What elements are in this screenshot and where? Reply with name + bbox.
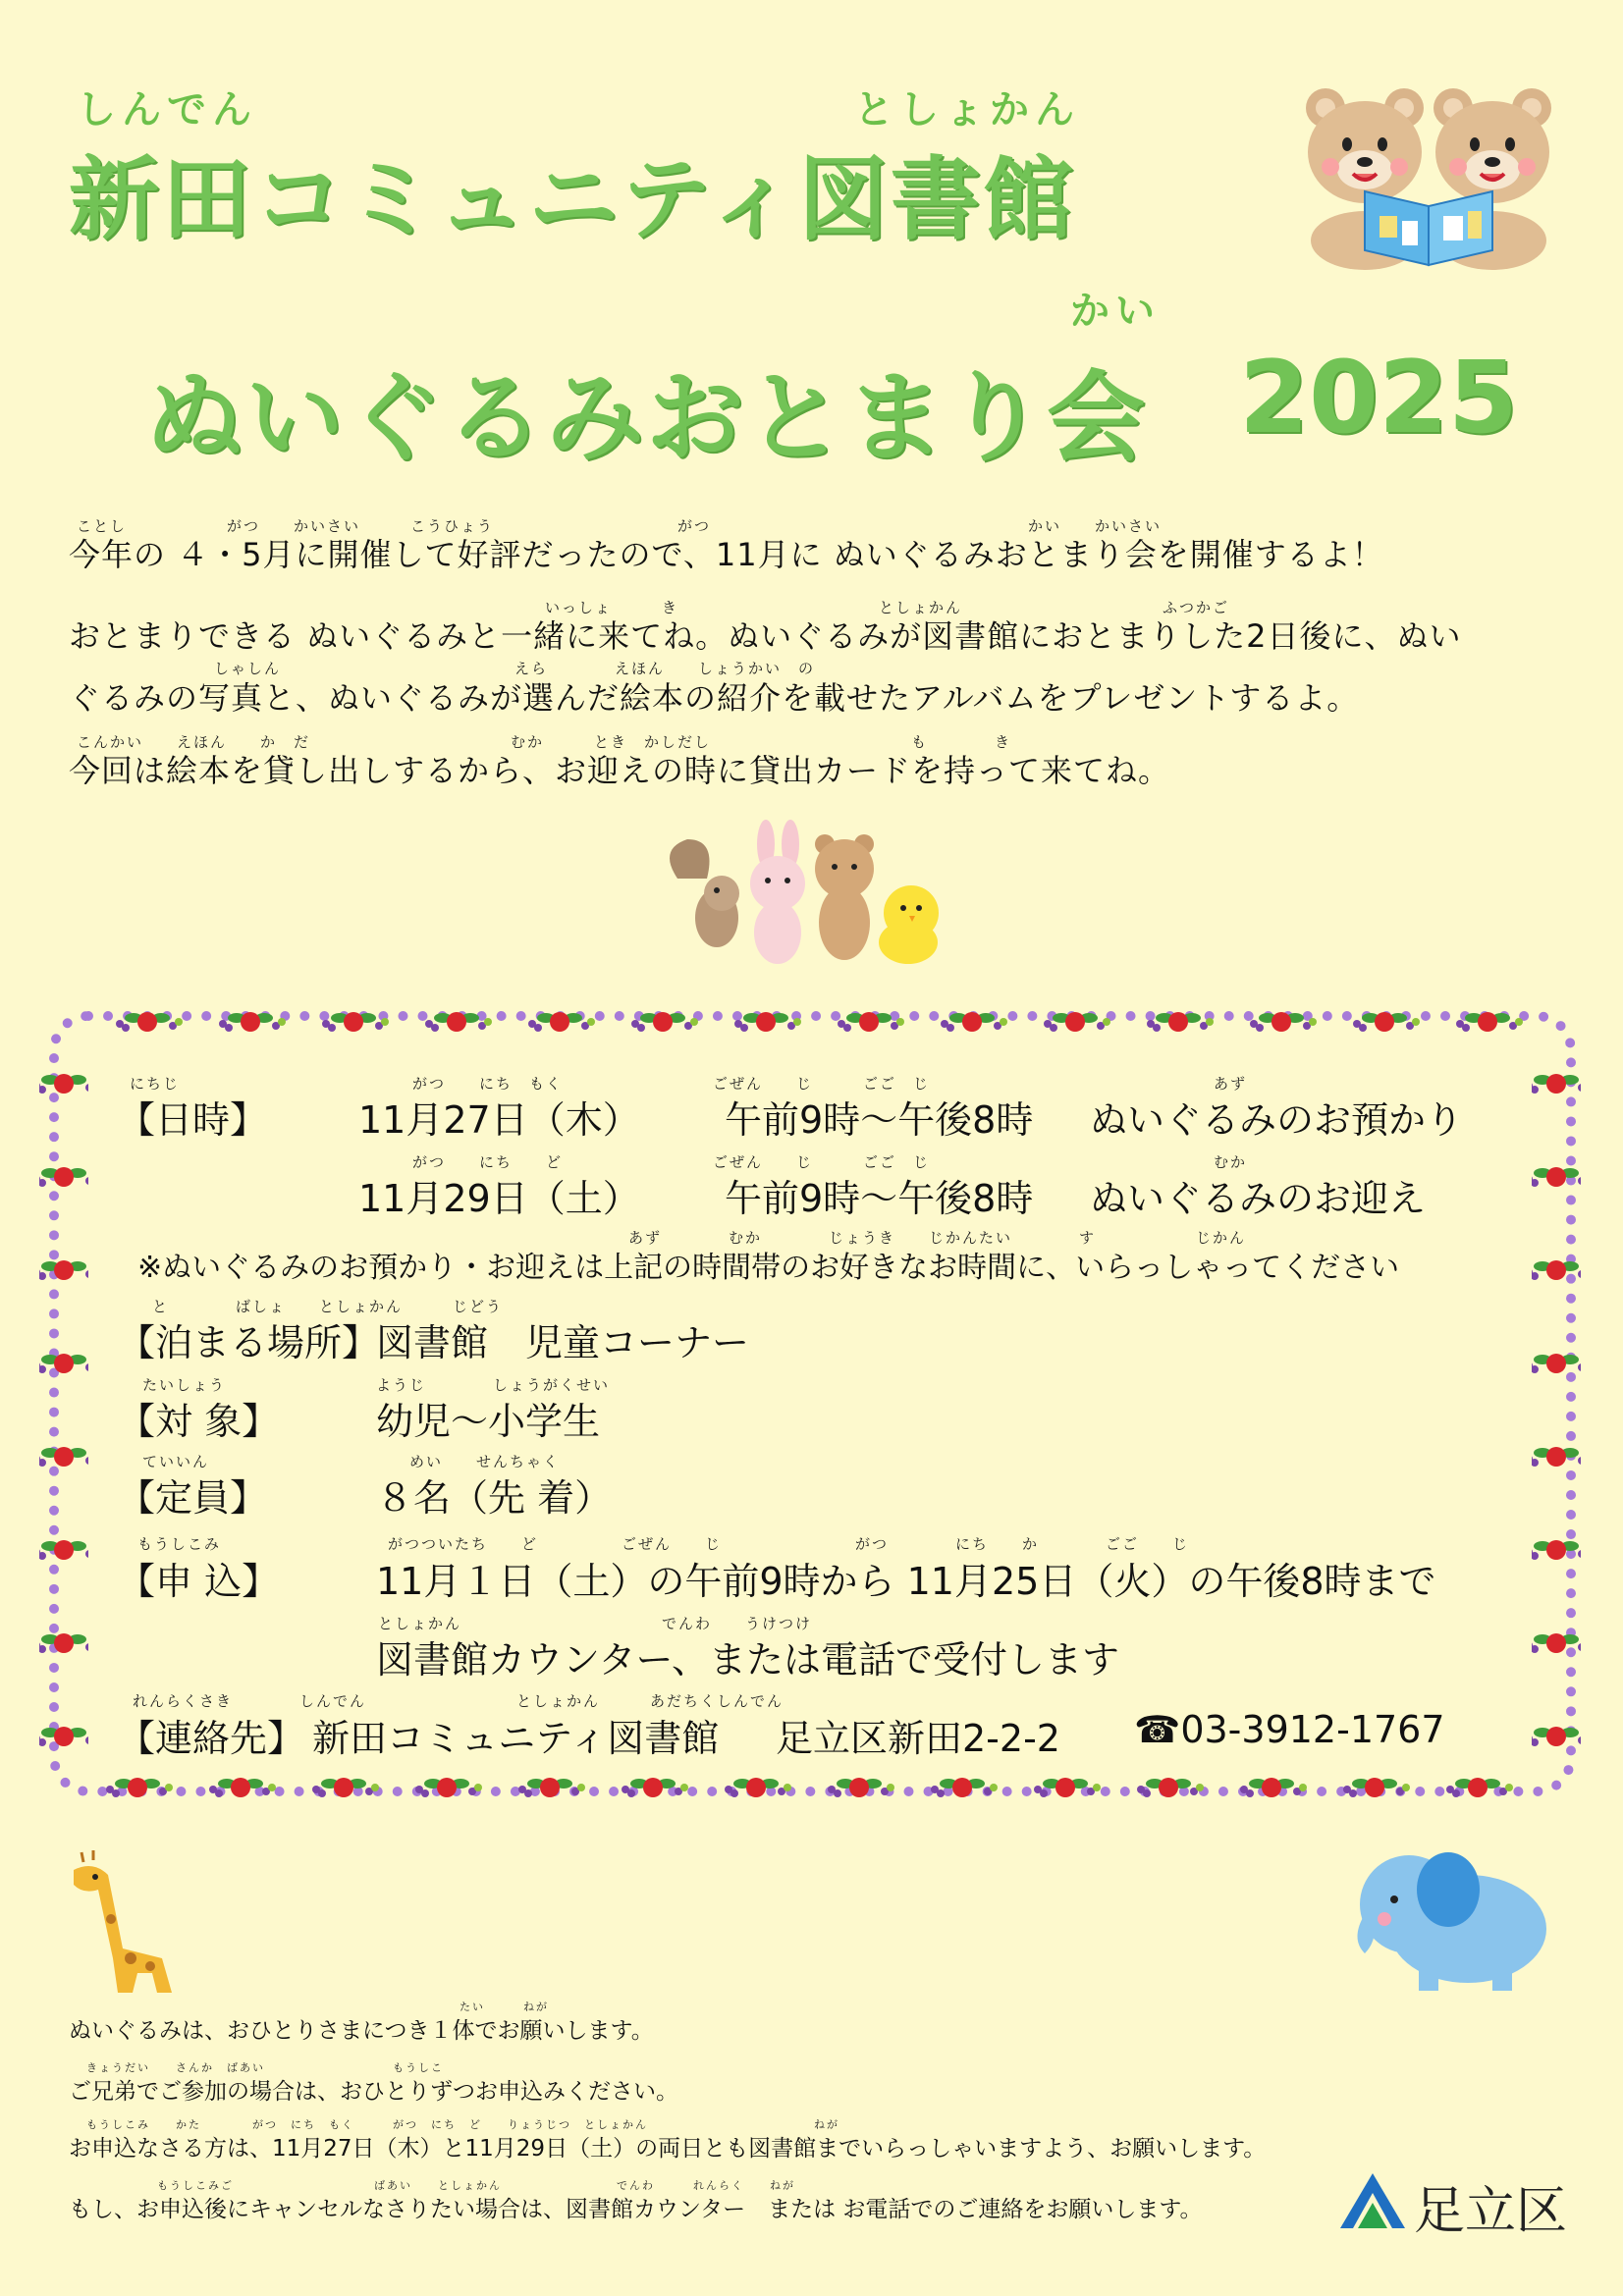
date2-value: 11月29日（土）	[358, 1177, 640, 1220]
place-label: 【泊まる場所】	[118, 1321, 380, 1364]
fruit-garland-icon	[1147, 1012, 1214, 1032]
footer-note-4: もし、お申込後にキャンセルなさりたい場合は、図書館カウンター または お電話でのご連絡をお願いします。	[69, 2197, 1203, 2222]
fruit-garland-icon	[941, 1012, 1007, 1032]
footer-furigana-3: もうしこみ かた がつ にち もく がつ にち ど りょうじつ としょかん ねが	[86, 2118, 839, 2131]
garland-bottom	[88, 1762, 1542, 1816]
garland-right	[1532, 1050, 1581, 1757]
fruit-garland-icon	[116, 1012, 183, 1032]
intro-line-3: ぐるみの写真と、ぬいぐるみが選んだ絵本の紹介を載せたアルバムをプレゼントするよ。	[69, 679, 1360, 717]
giraffe-icon	[54, 1850, 187, 1998]
library-title: 新田コミュニティ図書館	[69, 147, 1075, 252]
footer-furigana-2: きょうだい さんか ばあい もうしこ	[86, 2061, 444, 2074]
date2-time: 午前9時～午後8時	[725, 1177, 1034, 1220]
target-furigana: たいしょう ようじ しょうがくせい	[142, 1376, 611, 1394]
rabbit-icon	[750, 820, 805, 964]
fruit-garland-icon	[1532, 1260, 1581, 1280]
date1-time: 午前9時～午後8時	[725, 1098, 1034, 1142]
fruit-garland-icon	[1532, 1727, 1581, 1746]
footer-furigana-1: たい ねが	[460, 2001, 549, 2013]
fruit-garland-icon	[39, 1727, 88, 1746]
date1-desc: ぬいぐるみのお預かり	[1090, 1098, 1464, 1142]
fruit-garland-icon	[1343, 1778, 1410, 1797]
target-label: 【対 象】	[118, 1400, 280, 1443]
fruit-garland-icon	[518, 1778, 585, 1797]
contact-phone: ☎03-3912-1767	[1134, 1708, 1445, 1751]
fruit-garland-icon	[828, 1778, 894, 1797]
fruit-garland-icon	[622, 1778, 688, 1797]
intro-furigana-2: いっしょ き としょかん ふつかご	[545, 599, 1230, 616]
fruit-garland-icon	[1353, 1012, 1420, 1032]
intro-line-1: 今年の ４・5月に開催して好評だったので、11月に ぬいぐるみおとまり会を開催するよ！	[69, 536, 1384, 573]
fruit-garland-icon	[39, 1540, 88, 1560]
animal-friends-illustration	[658, 820, 947, 967]
fruit-garland-icon	[1456, 1012, 1523, 1032]
fruit-garland-icon	[39, 1447, 88, 1467]
fruit-garland-icon	[1532, 1633, 1581, 1653]
fruit-garland-icon	[39, 1633, 88, 1653]
date-label-furigana: にちじ	[130, 1075, 181, 1093]
footer-note-2: ご兄弟でご参加の場合は、おひとりずつお申込みください。	[69, 2079, 678, 2105]
date1-value: 11月27日（木）	[358, 1098, 640, 1142]
apply-method: 図書館カウンター、または電話で受付します	[376, 1638, 1119, 1682]
date-label: 【日時】	[118, 1098, 268, 1142]
fruit-garland-icon	[1137, 1778, 1204, 1797]
open-book-icon	[1365, 191, 1492, 265]
fruit-garland-icon	[1240, 1778, 1307, 1797]
title-ruby-toshokan: としょかん	[854, 87, 1080, 133]
capacity-furigana: ていいん めい せんちゃく	[142, 1453, 561, 1470]
fruit-garland-icon	[1034, 1778, 1101, 1797]
fruit-garland-icon	[1446, 1778, 1513, 1797]
drop-off-note: ※ぬいぐるみのお預かり・お迎えは上記の時間帯のお好きなお時間に、いらっしゃってください	[137, 1251, 1400, 1285]
fruit-garland-icon	[39, 1260, 88, 1280]
contact-library-name: 新田コミュニティ図書館	[312, 1717, 720, 1760]
adachi-ward-logo-text: 足立区	[1414, 2182, 1568, 2241]
intro-furigana-4: こんかい えほん か だ むか とき かしだし も き	[77, 733, 1012, 751]
fruit-garland-icon	[312, 1778, 379, 1797]
fruit-garland-icon	[528, 1012, 595, 1032]
fruit-garland-icon	[39, 1167, 88, 1187]
squirrel-icon	[670, 839, 739, 947]
contact-address: 足立区新田2-2-2	[776, 1717, 1060, 1760]
place-value: 図書館 児童コーナー	[376, 1321, 750, 1364]
target-value: 幼児～小学生	[376, 1400, 601, 1443]
event-title: ぬいぐるみおとまり会	[145, 360, 1147, 475]
title-ruby-shinden: しんでん	[77, 87, 257, 133]
fruit-garland-icon	[631, 1012, 698, 1032]
fruit-garland-icon	[725, 1778, 791, 1797]
contact-label: 【連絡先】	[118, 1717, 305, 1760]
fruit-garland-icon	[106, 1778, 173, 1797]
fruit-garland-icon	[1532, 1167, 1581, 1187]
apply-furigana-2: としょかん でんわ うけつけ	[378, 1615, 813, 1632]
capacity-value: ８名（先 着）	[376, 1476, 613, 1520]
footer-note-3: お申込なさる方は、11月27日（木）と11月29日（土）の両日とも図書館までいらっしゃいますよう、お願いします。	[69, 2136, 1267, 2162]
footer-note-1: ぬいぐるみは、おひとりさまにつき１体でお願いします。	[69, 2018, 654, 2044]
contact-furigana: れんらくさき しんでん としょかん あだちくしんでん	[133, 1692, 784, 1710]
intro-line-2: おとまりできる ぬいぐるみと一緒に来てね。ぬいぐるみが図書館におとまりした2日後に、ぬい	[69, 617, 1462, 655]
fruit-garland-icon	[1044, 1012, 1110, 1032]
capacity-label: 【定員】	[118, 1476, 268, 1520]
bears-reading-illustration	[1296, 83, 1561, 270]
garland-top	[98, 996, 1551, 1050]
fruit-garland-icon	[1250, 1012, 1317, 1032]
fruit-garland-icon	[425, 1012, 492, 1032]
elephant-icon	[1340, 1845, 1551, 1993]
fruit-garland-icon	[1532, 1074, 1581, 1094]
event-year: 2025	[1239, 340, 1518, 456]
chick-icon	[879, 885, 939, 964]
fruit-garland-icon	[219, 1012, 286, 1032]
fruit-garland-icon	[1532, 1540, 1581, 1560]
date1-furigana: がつ にち もく ごぜん じ ごご じ あず	[412, 1075, 1248, 1093]
fruit-garland-icon	[1532, 1354, 1581, 1373]
adachi-ward-logo-icon	[1338, 2171, 1407, 2230]
place-furigana: と ばしょ としょかん じどう	[152, 1298, 504, 1315]
intro-line-4: 今回は絵本を貸し出しするから、お迎えの時に貸出カードを持って来てね。	[69, 752, 1171, 789]
fruit-garland-icon	[209, 1778, 276, 1797]
fruit-garland-icon	[415, 1778, 482, 1797]
bear-cub-icon	[815, 834, 874, 960]
fruit-garland-icon	[39, 1354, 88, 1373]
garland-left	[39, 1050, 88, 1757]
fruit-garland-icon	[39, 1074, 88, 1094]
fruit-garland-icon	[322, 1012, 389, 1032]
date2-furigana: がつ にち ど ごぜん じ ごご じ むか	[412, 1153, 1248, 1171]
title-ruby-kai: かい	[1070, 289, 1161, 334]
fruit-garland-icon	[838, 1012, 904, 1032]
footer-furigana-4: もうしこみご ばあい としょかん でんわ れんらく ねが	[157, 2179, 795, 2192]
intro-furigana-3: しゃしん えら えほん しょうかい の	[214, 660, 816, 677]
apply-furigana: もうしこみ がつついたち ど ごぜん じ がつ にち か ごご じ	[137, 1535, 1190, 1553]
fruit-garland-icon	[1532, 1447, 1581, 1467]
fruit-garland-icon	[931, 1778, 998, 1797]
fruit-garland-icon	[734, 1012, 801, 1032]
note-furigana: あず むか じょうき じかんたい す じかん	[628, 1229, 1247, 1247]
apply-period: 11月１日（土）の午前9時から 11月25日（火）の午後8時まで	[376, 1560, 1436, 1603]
apply-label: 【申 込】	[118, 1560, 280, 1603]
intro-furigana-1: ことし がつ かいさい こうひょう がつ かい かいさい	[77, 517, 1163, 535]
date2-desc: ぬいぐるみのお迎え	[1090, 1177, 1427, 1220]
